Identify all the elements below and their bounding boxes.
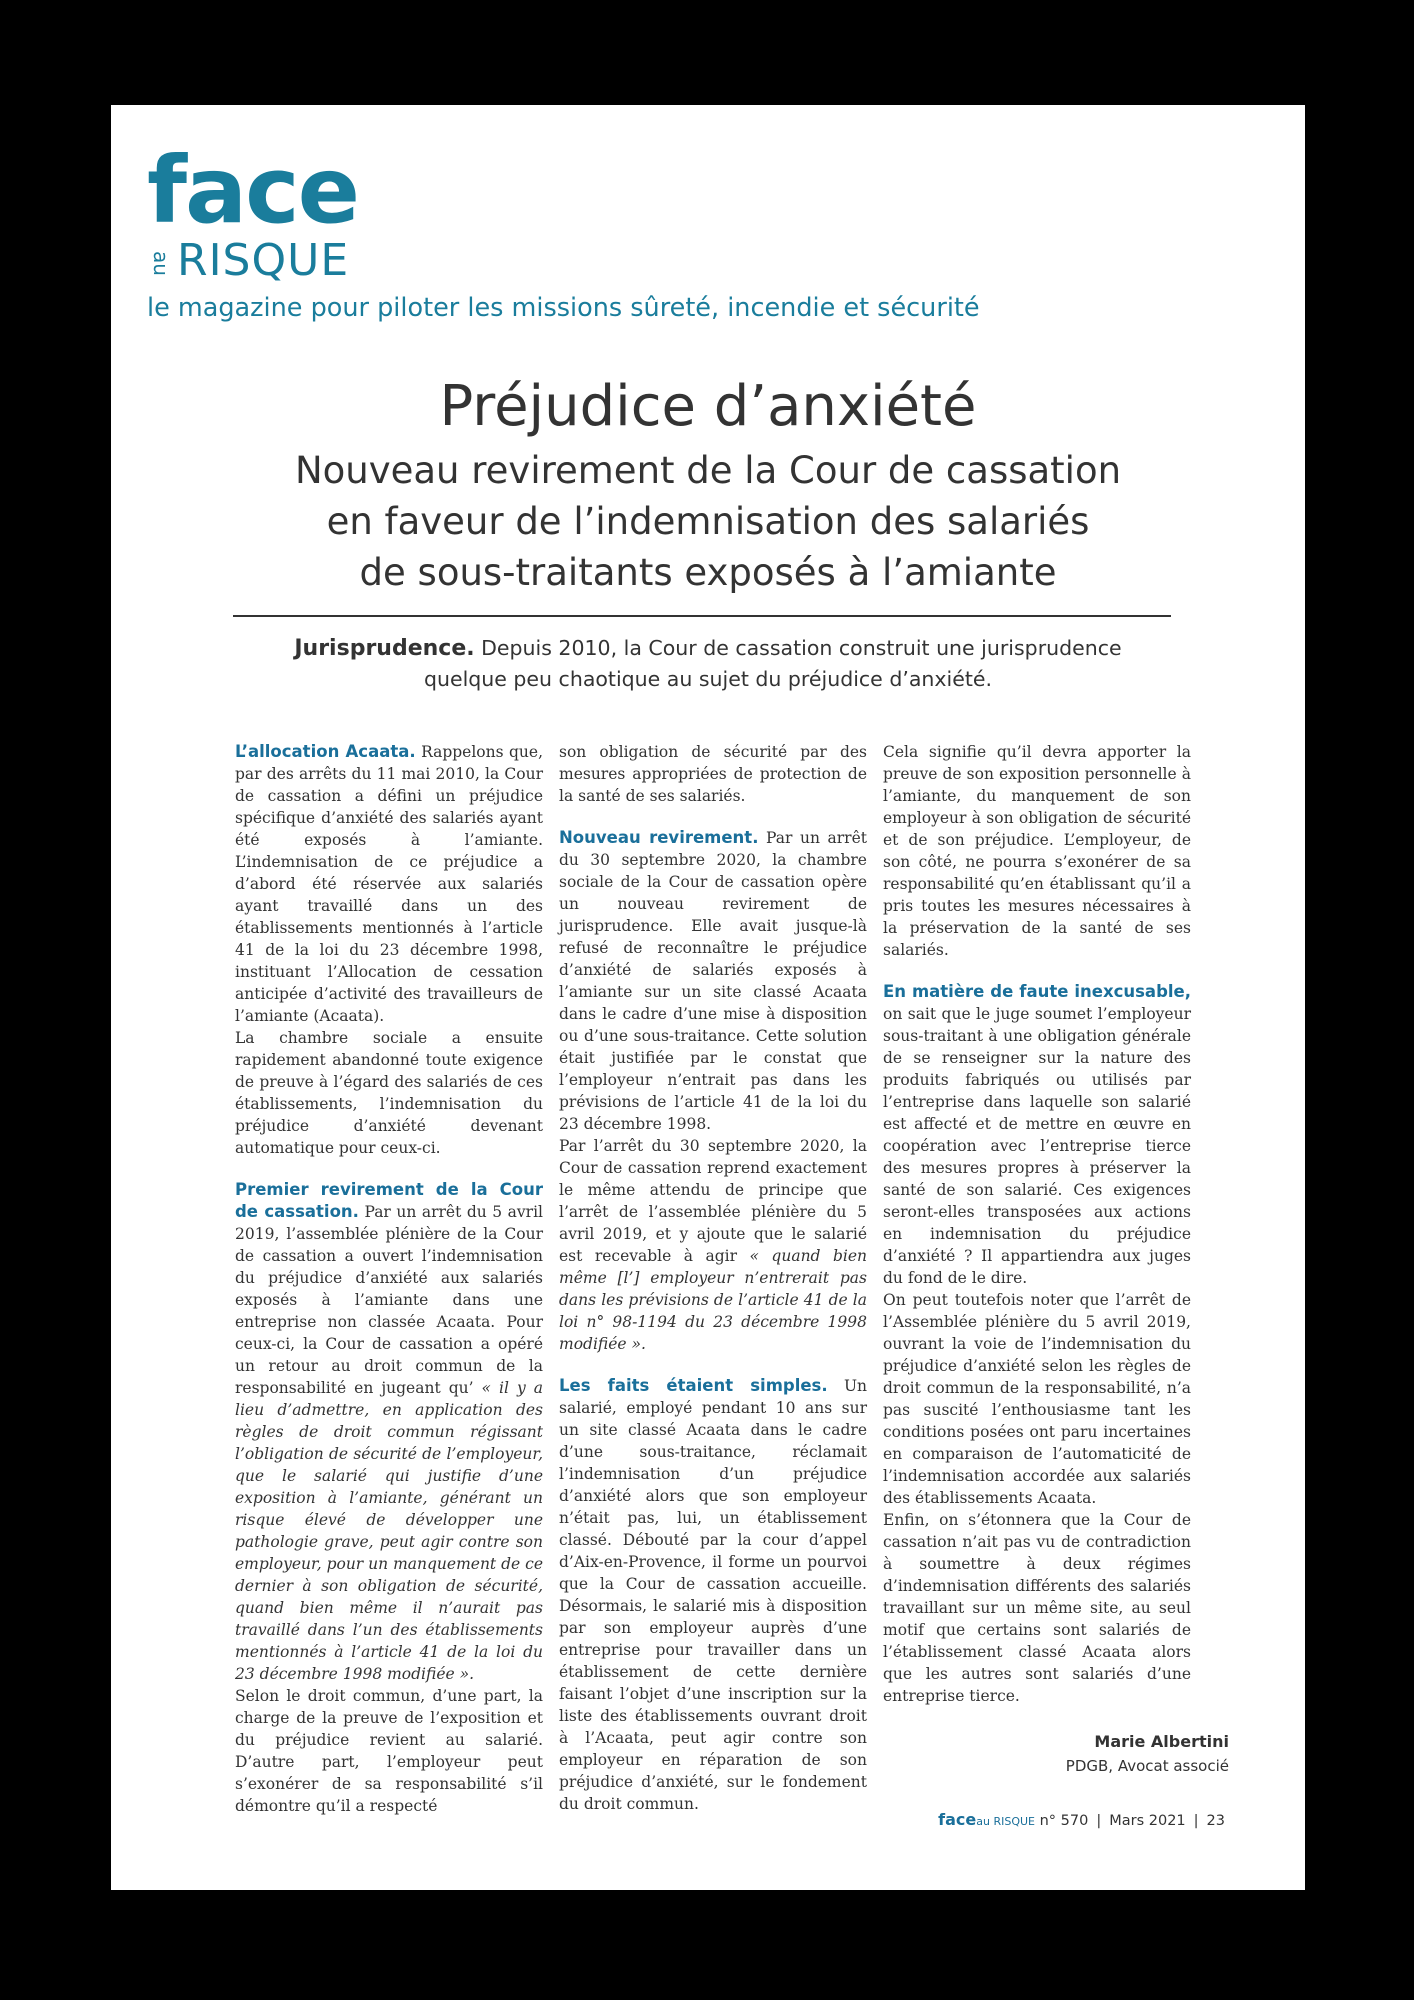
article-lead <box>111 633 1305 695</box>
legal-quote: « quand bien même [l’] employeur n’entrerait pas dans les prévisions de l’article 41 de la loi n° 98-1194 du 23 décembre 1998 modifiée ». <box>559 1247 867 1353</box>
author-name: Marie Albertini <box>1094 1732 1229 1751</box>
article-column-1 <box>235 741 543 1817</box>
logo-au-text: au <box>149 251 173 276</box>
footer-issue: n° 570 <box>1034 1813 1089 1829</box>
subtitle-line: de sous-traitants exposés à l’amiante <box>359 551 1057 594</box>
title-divider <box>233 615 1171 617</box>
footer-face: face <box>938 1810 977 1829</box>
article-column-2 <box>559 741 867 1815</box>
subtitle-line: en faveur de l’indemnisation des salariés <box>326 500 1090 543</box>
page-number: 23 <box>1206 1813 1225 1829</box>
author-role: PDGB, Avocat associé <box>1065 1757 1229 1775</box>
section-heading: Premier revirement de la Cour de cassation. <box>235 1180 543 1221</box>
paragraph: Cela signifie qu’il devra apporter la preuve de son exposition personnelle à l’amiante, du manquement de son employeur à son obligation de sécurité et de son préjudice. L’employeur, de son côté, ne pourra s’exonérer de sa responsabilité qu’en établissant qu’il a pris toutes les mesures nécessaires à la préservation de la santé de ses salariés. <box>883 743 1191 959</box>
paragraph: son obligation de sécurité par des mesures appropriées de protection de la santé de ses salariés. <box>559 743 867 805</box>
paragraph: Par un arrêt du 5 avril 2019, l’assemblée plénière de la Cour de cassation a ouvert l’indemnisation du préjudice d’anxiété aux salariés exposés à l’amiante dans une entreprise non classée Acaata. Pour ceux-ci, la Cour de cassation a opéré un retour au droit commun de la responsabilité en jugeant qu’ <box>235 1203 543 1397</box>
legal-quote: « il y a lieu d’admettre, en application des règles de droit commun régissant l’obligation de sécurité de l’employeur, que le salarié qui justifie d’une exposition à l’amiante, générant un risque élevé de développer une pathologie grave, peut agir contre son employeur, pour un manquement de ce dernier à son obligation de sécurité, quand bien même il n’aurait pas travaillé dans l’un des établissements mentionnés à l’article 41 de la loi du 23 décembre 1998 modifiée ». <box>235 1379 543 1683</box>
paragraph: Par l’arrêt du 30 septembre 2020, la Cour de cassation reprend exactement le même attendu de principe que l’arrêt de l’assemblée plénière du 5 avril 2019, et y ajoute que le salarié est recevable à agir <box>559 1137 867 1265</box>
lead-label: Jurisprudence. <box>294 636 475 661</box>
page-footer: faceau RISQUE n° 570 | Mars 2021 | 23 <box>938 1810 1225 1829</box>
article-column-3 <box>883 741 1191 1707</box>
paragraph: Par un arrêt du 30 septembre 2020, la chambre sociale de la Cour de cassation opère un nouveau revirement de jurisprudence. Elle avait jusque-là refusé de reconnaître le préjudice d’anxiété de salariés exposés à l’amiante sur un site classé Acaata dans le cadre d’une mise à disposition ou d’une sous-traitance. Cette solution était justifiée par le constat que l’employeur n’entrait pas dans les prévisions de l’article 41 de la loi du 23 décembre 1998. <box>559 829 867 1133</box>
magazine-tagline: le magazine pour piloter les missions sûreté, incendie et sécurité <box>147 293 980 323</box>
magazine-page <box>111 105 1305 1890</box>
paragraph: Enfin, on s’étonnera que la Cour de cassation n’ait pas vu de contradiction à soumettre à deux régimes d’indemnisation différents des salariés travaillant sur un même site, au seul motif que certains sont salariés de l’établissement classé Acaata alors que les autres sont salariés d’une entreprise tierce. <box>883 1511 1191 1705</box>
paragraph: on sait que le juge soumet l’employeur sous-traitant à une obligation générale de se renseigner sur la nature des produits fabriqués ou utilisés par l’entreprise dans laquelle son salarié est affecté et de mettre en œuvre en coopération avec l’entreprise tierce des mesures propres à préserver la santé de son salarié. Ces exigences seront-elles transposées aux actions en indemnisation du préjudice d’anxiété ? Il appartiendra aux juges du fond de le dire. <box>883 1005 1191 1287</box>
article-title: Préjudice d’anxiété <box>439 374 977 439</box>
paragraph: Selon le droit commun, d’une part, la charge de la preuve de l’exposition et du préjudice revient au salarié. D’autre part, l’employeur peut s’exonérer de sa responsabilité s’il démontre qu’il a respecté <box>235 1687 543 1815</box>
subtitle-line: Nouveau revirement de la Cour de cassation <box>294 449 1122 492</box>
paragraph: Rappelons que, par des arrêts du 11 mai 2010, la Cour de cassation a défini un préjudice spécifique d’anxiété des salariés ayant été exposés à l’amiante. L’indemnisation de ce préjudice a d’abord été réservée aux salariés ayant travaillé dans un des établissements mentionnés à l’article 41 de la loi du 23 décembre 1998, instituant l’Allocation de cessation anticipée d’activité des travailleurs de l’amiante (Acaata). <box>235 743 543 1025</box>
section-heading: L’allocation Acaata. <box>235 742 416 761</box>
section-heading: Nouveau revirement. <box>559 828 759 847</box>
paragraph: La chambre sociale a ensuite rapidement abandonné toute exigence de preuve à l’égard des salariés de ces établissements, l’indemnisation du préjudice d’anxiété devenant automatique pour ceux-ci. <box>235 1029 543 1157</box>
lead-text-2: quelque peu chaotique au sujet du préjudice d’anxiété. <box>423 667 993 691</box>
footer-risque: au RISQUE <box>976 1815 1035 1828</box>
lead-text-1: Depuis 2010, la Cour de cassation construit une jurisprudence <box>474 636 1122 660</box>
article-subtitle <box>111 445 1305 598</box>
paragraph: Un salarié, employé pendant 10 ans sur un site classé Acaata dans le cadre d’une sous-traitance, réclamait l’indemnisation d’un préjudice d’anxiété alors que son employeur n’était pas, lui, un établissement classé. Débouté par la cour d’appel d’Aix-en-Provence, il forme un pourvoi que la Cour de cassation accueille. Désormais, le salarié mis à disposition par son employeur auprès d’une entreprise pour travailler dans un établissement de cette dernière faisant l’objet d’une inscription sur la liste des établissements ouvrant droit à l’Acaata, peut agir contre son employeur en réparation de son préjudice d’anxiété, sur le fondement du droit commun. <box>559 1377 867 1813</box>
logo-face-text: face <box>147 137 359 244</box>
logo-risque-text: RISQUE <box>177 235 350 286</box>
paragraph: On peut toutefois noter que l’arrêt de l’Assemblée plénière du 5 avril 2019, ouvrant la voie de l’indemnisation du préjudice d’anxiété selon les règles de droit commun de la responsabilité, n’a pas suscité l’enthousiasme tant les conditions posées ont paru incertaines en comparaison de l’automaticité de l’indemnisation accordée aux salariés des établissements Acaata. <box>883 1291 1191 1507</box>
section-heading: En matière de faute inexcusable, <box>883 982 1191 1001</box>
section-heading: Les faits étaient simples. <box>559 1376 828 1395</box>
footer-date: Mars 2021 <box>1109 1813 1186 1829</box>
magazine-logo <box>147 137 359 286</box>
author-signature <box>1066 1730 1229 1778</box>
